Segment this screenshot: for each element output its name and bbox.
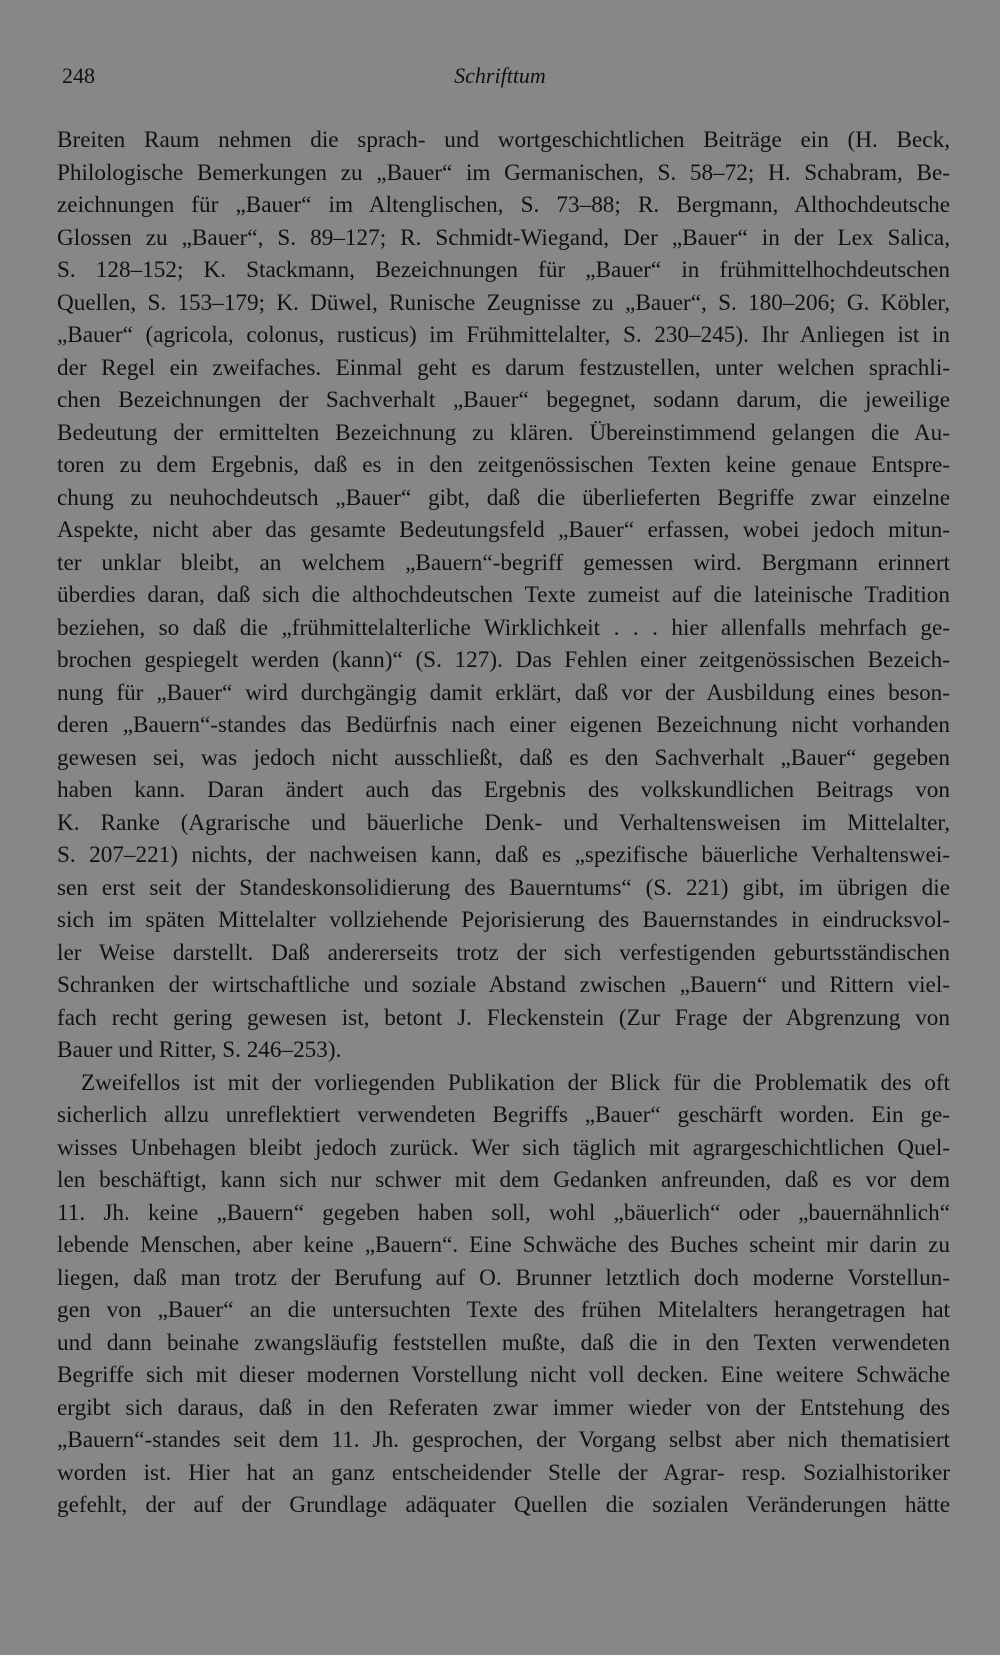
text-line: lebende Menschen, aber keine „Bauern“. Eine Schwäche des Buches scheint mir darin zu — [57, 1232, 950, 1258]
text-line: ergibt sich daraus, daß in den Referaten zwar immer wieder von der Entstehung des — [57, 1394, 950, 1421]
text-line: gefehlt, der auf der Grundlage adäquater Quellen die sozialen Veränderungen hätte — [57, 1492, 950, 1518]
text-line: toren zu dem Ergebnis, daß es in den zeitgenössischen Texten keine genaue Entspre- — [57, 452, 950, 478]
text-line: ler Weise darstellt. Daß andererseits trotz der sich verfestigenden geburtsständischen — [57, 939, 950, 966]
text-line: liegen, daß man trotz der Berufung auf O. Brunner letztlich doch moderne Vorstellun- — [57, 1264, 950, 1291]
text-line: Philologische Bemerkungen zu „Bauer“ im Germanischen, S. 58–72; H. Schabram, Be- — [57, 159, 950, 186]
text-line: 11. Jh. keine „Bauern“ gegeben haben soll, wohl „bäuerlich“ oder „bauernähnlich“ — [57, 1199, 950, 1226]
text-line: zeichnungen für „Bauer“ im Altenglischen, S. 73–88; R. Bergmann, Althochdeutsche — [57, 192, 950, 218]
text-line: Quellen, S. 153–179; K. Düwel, Runische Zeugnisse zu „Bauer“, S. 180–206; G. Köbler, — [57, 289, 950, 316]
text-line: Breiten Raum nehmen die sprach- und wortgeschichtlichen Beiträge ein (H. Beck, — [57, 127, 950, 153]
text-line: ter unklar bleibt, an welchem „Bauern“-begriff gemessen wird. Bergmann erinnert — [57, 549, 950, 576]
paragraph — [57, 124, 950, 1067]
text-line: worden ist. Hier hat an ganz entscheidender Stelle der Agrar- resp. Sozialhistoriker — [57, 1459, 950, 1486]
text-line: Bedeutung der ermittelten Bezeichnung zu klären. Übereinstimmend gelangen die Au- — [57, 419, 950, 446]
text-line: der Regel ein zweifaches. Einmal geht es darum festzustellen, unter welchen sprachli- — [57, 354, 950, 381]
text-line: sicherlich allzu unreflektiert verwendeten Begriffs „Bauer“ geschärft worden. Ein ge- — [57, 1102, 950, 1128]
text-line: gewesen sei, was jedoch nicht ausschließt, daß es den Sachverhalt „Bauer“ gegeben — [57, 744, 950, 771]
text-line: len beschäftigt, kann sich nur schwer mit dem Gedanken anfreunden, daß es vor dem — [57, 1167, 950, 1193]
text-line: Glossen zu „Bauer“, S. 89–127; R. Schmidt-Wiegand, Der „Bauer“ in der Lex Salica, — [57, 224, 950, 251]
text-line: beziehen, so daß die „frühmittelalterliche Wirklichkeit . . . hier allenfalls mehrfach ge- — [57, 614, 950, 641]
text-line: gen von „Bauer“ an die untersuchten Texte des frühen Mitelalters herangetragen hat — [57, 1297, 950, 1323]
text-line: Aspekte, nicht aber das gesamte Bedeutungsfeld „Bauer“ erfassen, wobei jedoch mitun- — [57, 517, 950, 543]
text-line: wisses Unbehagen bleibt jedoch zurück. Wer sich täglich mit agrargeschichtlichen Quel- — [57, 1134, 950, 1161]
running-head — [62, 58, 938, 94]
text-line: fach recht gering gewesen ist, betont J. Fleckenstein (Zur Frage der Abgrenzung von — [57, 1004, 950, 1031]
text-line: „Bauer“ (agricola, colonus, rusticus) im Frühmittelalter, S. 230–245). Ihr Anliegen ist in — [57, 322, 950, 348]
text-line: S. 207–221) nichts, der nachweisen kann, daß es „spezifische bäuerliche Verhaltenswei- — [57, 842, 950, 868]
text-line: Bauer und Ritter, S. 246–253). — [57, 1037, 342, 1063]
text-line: S. 128–152; K. Stackmann, Bezeichnungen für „Bauer“ in frühmittelhochdeutschen — [57, 257, 950, 283]
running-title: Schrifttum — [454, 63, 546, 88]
text-line: K. Ranke (Agrarische und bäuerliche Denk- und Verhaltensweisen im Mittelalter, — [57, 809, 950, 836]
text-line: chen Bezeichnungen der Sachverhalt „Bauer“ begegnet, sodann darum, die jeweilige — [57, 387, 950, 413]
body-text — [57, 124, 950, 1522]
text-line: Zweifellos ist mit der vorliegenden Publikation der Blick für die Problematik des oft — [81, 1069, 950, 1096]
text-line: „Bauern“-standes seit dem 11. Jh. gesprochen, der Vorgang selbst aber nich thematisiert — [57, 1427, 950, 1453]
text-line: brochen gespiegelt werden (kann)“ (S. 127). Das Fehlen einer zeitgenössischen Bezeich- — [57, 647, 950, 673]
text-line: haben kann. Daran ändert auch das Ergebnis des volkskundlichen Beitrags von — [57, 777, 950, 803]
text-line: deren „Bauern“-standes das Bedürfnis nach einer eigenen Bezeichnung nicht vorhanden — [57, 712, 950, 738]
paragraph — [57, 1067, 950, 1522]
text-line: nung für „Bauer“ wird durchgängig damit erklärt, daß vor der Ausbildung eines beson- — [57, 679, 950, 706]
text-line: Schranken der wirtschaftliche und soziale Abstand zwischen „Bauern“ und Rittern viel- — [57, 972, 950, 998]
text-line: und dann beinahe zwangsläufig feststellen mußte, daß die in den Texten verwendeten — [57, 1329, 950, 1356]
text-line: chung zu neuhochdeutsch „Bauer“ gibt, daß die überlieferten Begriffe zwar einzelne — [57, 484, 950, 511]
text-line: sich im späten Mittelalter vollziehende Pejorisierung des Bauernstandes in eindrucksvol- — [57, 907, 950, 933]
page-number: 248 — [62, 63, 95, 88]
text-line: Begriffe sich mit dieser modernen Vorstellung nicht voll decken. Eine weitere Schwäche — [57, 1362, 950, 1388]
text-line: sen erst seit der Standeskonsolidierung des Bauerntums“ (S. 221) gibt, im übrigen die — [57, 874, 950, 901]
text-line: überdies daran, daß sich die althochdeutschen Texte zumeist auf die lateinische Tradition — [57, 582, 950, 608]
